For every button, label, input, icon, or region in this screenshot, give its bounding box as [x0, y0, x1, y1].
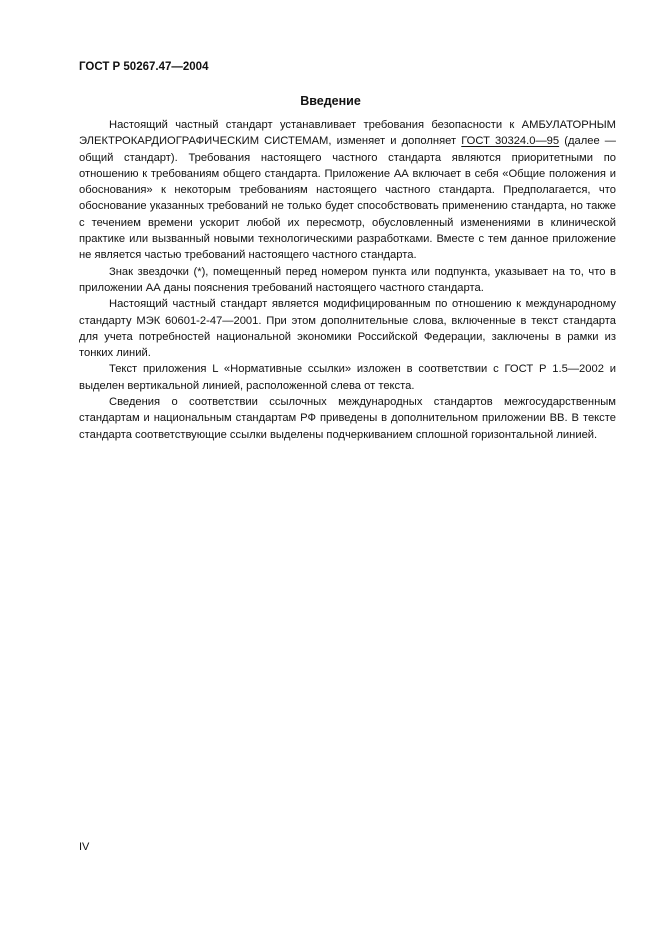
paragraph-5: Сведения о соответствии ссылочных международных стандартов межгосударственным стандартам и национальным стандартам РФ приведены в дополнительном приложении ВВ. В тексте стандарта соответствующие ссылки выделены подчеркиванием сплошной горизонтальной линией. — [79, 396, 616, 441]
paragraph-1-text-before: Настоящий частный стандарт устанавливает требования безопасности к АМБУЛАТОРНЫМ ЭЛЕКТРОКАРДИОГРАФИЧЕСКИМ СИСТЕМАМ, изменяет и дополняет — [79, 119, 616, 148]
paragraph-2: Знак звездочки (*), помещенный перед номером пункта или подпункта, указывает на то, что в приложении АА даны пояснения требований настоящего частного стандарта. — [79, 265, 616, 294]
paragraph-3: Настоящий частный стандарт является модифицированным по отношению к международному стандарту МЭК 60601-2-47—2001. При этом дополнительные слова, включенные в текст стандарта для учета потребностей национальной экономики Российской Федерации, заключены в рамки из тонких линий. — [79, 298, 616, 360]
page-number: IV — [79, 841, 90, 853]
document-body — [79, 117, 616, 443]
standard-reference-link: ГОСТ 30324.0—95 — [461, 135, 560, 148]
paragraph-1-text-after: (далее — общий стандарт). Требования настоящего частного стандарта являются приоритетными по отношению к требованиям общего стандарта. Приложение АА включает в себя «Общие положения и обоснования» к некоторым требованиям настоящего частного стандарта. Предполагается, что обоснование указанных требований не только будет способствовать применению стандарта, но также с течением времени ускорит любой их пересмотр, обусловленный изменениями в клинической практике или вызванный новыми технологическими разработками. Вместе с тем данное приложение не является частью требований настоящего частного стандарта. — [79, 135, 616, 262]
paragraph-4: Текст приложения L «Нормативные ссылки» изложен в соответствии с ГОСТ Р 1.5—2002 и выделен вертикальной линией, расположенной слева от текста. — [79, 363, 616, 392]
document-header-id: ГОСТ Р 50267.47—2004 — [79, 61, 209, 73]
paragraph-1 — [79, 117, 616, 264]
section-title: Введение — [300, 94, 361, 108]
